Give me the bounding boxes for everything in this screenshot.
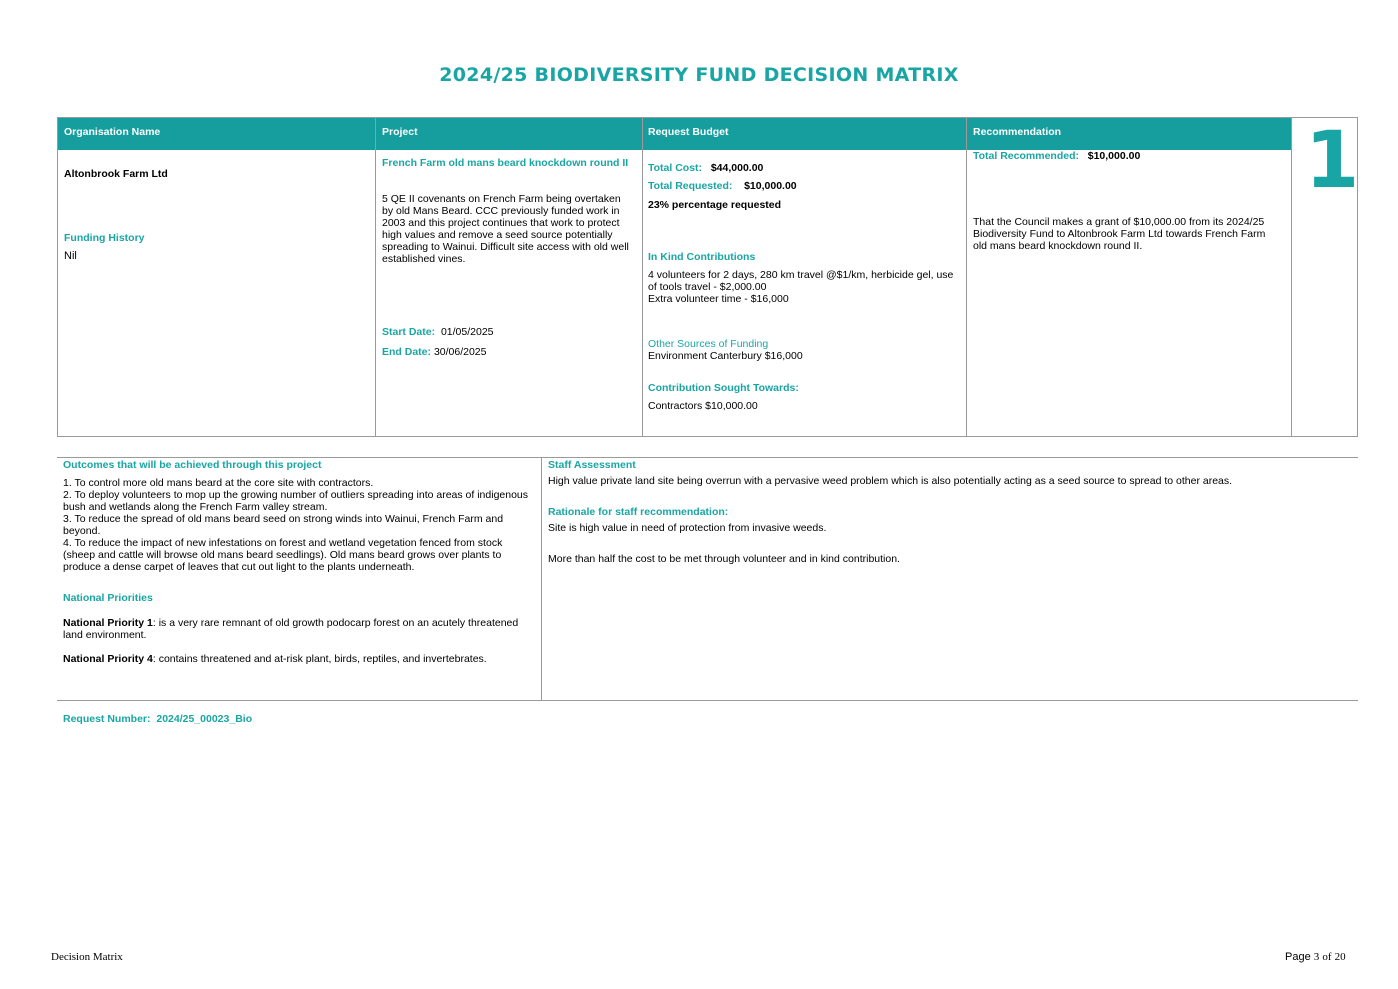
recommendation-text: That the Council makes a grant of $10,000.00 from its 2024/25 Biodiversity Fund to Altonbrook Farm Ltd towards French Farm old mans beard knockdown round II.	[973, 216, 1266, 252]
national-priority-1: National Priority 1: is a very rare remnant of old growth podocarp forest on an acutely threatened land environment.	[63, 617, 519, 641]
in-kind-details: 4 volunteers for 2 days, 280 km travel @$1/km, herbicide gel, use of tools travel - $2,000.00 Extra volunteer time - $16,000	[648, 269, 954, 305]
total-requested: Total Requested: $10,000.00	[648, 180, 797, 192]
list-item: bush and wetlands along the French Farm valley stream.	[63, 501, 328, 513]
contribution-label: Contribution Sought Towards:	[648, 382, 799, 394]
funding-history-value: Nil	[64, 250, 77, 262]
project-description: 5 QE II covenants on French Farm being overtaken by old Mans Beard. CCC previously funded work in 2003 and this project continues that work to protect high values and remove a seed source potentially spreading to Wainui. Difficult site access with old well established vines.	[382, 193, 629, 265]
funding-history-label: Funding History	[64, 232, 145, 244]
column-divider	[966, 118, 967, 436]
national-priority-4: National Priority 4: contains threatened and at-risk plant, birds, reptiles, and invertebrates.	[63, 653, 487, 665]
assessment-section	[57, 457, 1358, 701]
in-kind-label: In Kind Contributions	[648, 251, 756, 263]
request-number: Request Number: 2024/25_00023_Bio	[63, 713, 253, 725]
footer-page-number: Page 3 of 20	[1285, 951, 1346, 963]
staff-assessment-text: High value private land site being overrun with a pervasive weed problem which is also potentially acting as a seed source to spread to other areas.	[548, 475, 1233, 487]
column-divider	[1291, 118, 1292, 436]
rationale-heading: Rationale for staff recommendation:	[548, 506, 729, 518]
outcomes-heading: Outcomes that will be achieved through this project	[63, 459, 322, 471]
page-title: 2024/25 BIODIVERSITY FUND DECISION MATRIX	[439, 64, 959, 86]
header-organisation: Organisation Name	[58, 118, 376, 150]
list-item: produce a dense carpet of leaves that cut out light to the plants underneath.	[63, 561, 415, 573]
column-divider	[642, 118, 643, 436]
project-title: French Farm old mans beard knockdown round II	[382, 157, 629, 169]
header-recommendation: Recommendation	[967, 118, 1292, 150]
item-number: 1	[1305, 116, 1360, 206]
list-item: 1. To control more old mans beard at the core site with contractors.	[63, 477, 374, 489]
other-sources-label: Other Sources of Funding	[648, 338, 769, 350]
total-cost: Total Cost: $44,000.00	[648, 162, 764, 174]
other-sources-value: Environment Canterbury $16,000	[648, 350, 803, 362]
footer-document-name: Decision Matrix	[51, 951, 123, 963]
outcomes-list	[63, 477, 537, 573]
start-date: Start Date: 01/05/2025	[382, 326, 494, 338]
staff-assessment-heading: Staff Assessment	[548, 459, 636, 471]
organisation-name: Altonbrook Farm Ltd	[64, 168, 168, 180]
column-divider	[541, 458, 542, 700]
list-item: 4. To reduce the impact of new infestations on forest and wetland vegetation fenced from stock	[63, 537, 503, 549]
list-item: (sheep and cattle will browse old mans beard seedlings). Old mans beard grows over plants to	[63, 549, 502, 561]
list-item: 2. To deploy volunteers to mop up the growing number of outliers spreading into areas of indigenous	[63, 489, 529, 501]
header-budget: Request Budget	[642, 118, 967, 150]
rationale-text-2: More than half the cost to be met through volunteer and in kind contribution.	[548, 553, 900, 565]
contribution-value: Contractors $10,000.00	[648, 400, 758, 412]
decision-table	[57, 117, 1358, 437]
percentage-requested: 23% percentage requested	[648, 199, 782, 211]
header-project: Project	[376, 118, 642, 150]
end-date: End Date: 30/06/2025	[382, 346, 487, 358]
list-item: 3. To reduce the spread of old mans beard seed on strong winds into Wainui, French Farm and	[63, 513, 504, 525]
national-priorities-heading: National Priorities	[63, 592, 153, 604]
rationale-text-1: Site is high value in need of protection from invasive weeds.	[548, 522, 827, 534]
total-recommended: Total Recommended: $10,000.00	[973, 150, 1141, 162]
column-divider	[375, 118, 376, 436]
list-item: beyond.	[63, 525, 101, 537]
